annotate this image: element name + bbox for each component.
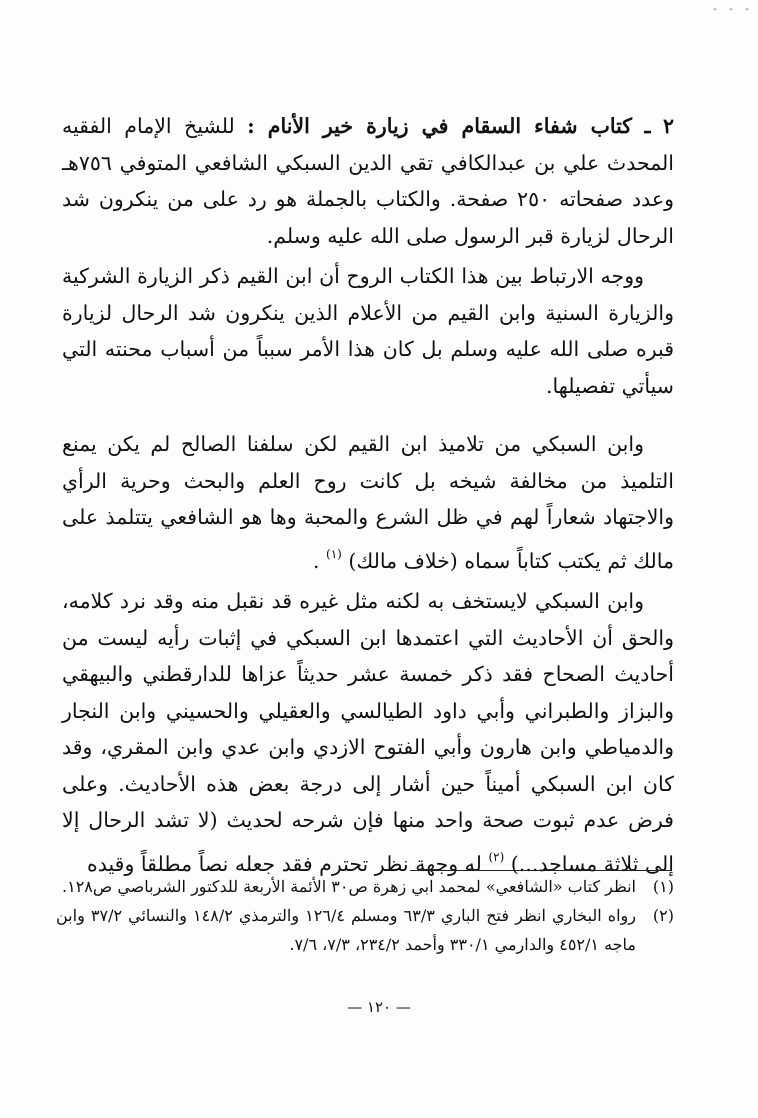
footnotes xyxy=(56,872,674,959)
footnote-number: (١) xyxy=(652,877,674,896)
paragraph-text: للشيخ الإمام الفقيه المحدث علي بن عبدالكافي تقي الدين السبكي الشافعي المتوفي ٧٥٦هـ وعدد صفحاته ٢٥٠ صفحة. والكتاب بالجملة هو رد على من ينكرون شد الرحال لزيارة قبر الرسول صلى الله عليه وسلم. xyxy=(62,114,674,248)
paragraph-book-entry xyxy=(62,108,674,254)
footnote-text: رواه البخاري انظر فتح الباري ٦٣/٣ ومسلم ١٢٦/٤ والترمذي ١٤٨/٢ والنسائي ٣٧/٢ وابن ماجه ٤٥٢/١ والدارمي ٣٣٠/١ وأحمد ٢٣٤/٢، ٧/٣، ٧/٦. xyxy=(56,906,637,954)
footnote-item xyxy=(56,872,674,901)
paragraph-student xyxy=(62,426,674,579)
book-title: كتاب شفاء السقام في زيارة خير الأنام : xyxy=(247,114,633,138)
footnote-reference: (١) xyxy=(326,546,342,561)
footnote-divider xyxy=(410,870,672,871)
footnote-reference: (٢) xyxy=(488,849,505,864)
paragraph-text: ووجه الارتباط بين هذا الكتاب الروح أن ابن القيم ذكر الزيارة الشركية والزيارة السنية وابن القيم من الأعلام الذين ينكرون شد الرحال لزيارة قبره صلى الله عليه وسلم بل كان هذا الأمر سبباً من أسباب محنته التي سيأتي تفصيلها. xyxy=(62,264,674,398)
page-number: — ١٢٠ — xyxy=(347,998,411,1016)
paragraph-text: وابن السبكي من تلاميذ ابن القيم لكن سلفنا الصالح لم يكن يمنع التلميذ من مخالفة شيخه بل كانت روح العلم والبحث وحرية الرأي والاجتهاد شعاراً لهم في ظل الشرع والمحبة وها هو الشافعي يتتلمذ على مالك ثم يكتب كتاباً سماه (خلاف مالك) xyxy=(62,432,674,573)
entry-number: ٢ xyxy=(662,114,674,138)
paragraph-hadith xyxy=(62,583,674,882)
footnote-text: انظر كتاب «الشافعي» لمحمد ابي زهرة ص٣٠ الأئمة الأربعة للدكتور الشرباصي ص١٢٨. xyxy=(62,877,636,896)
footnote-item xyxy=(56,901,674,959)
paragraph-text: وابن السبكي لايستخف به لكنه مثل غيره قد نقبل منه وقد نرد كلامه، والحق أن الأحاديث التي اعتمدها ابن السبكي في إثبات رأيه ليست من أحاديث الصحاح فقد ذكر خمسة عشر حديثاً عزاها للدارقطني والبيهقي والبزاز والطبراني وأبي داود الطيالسي والعقيلي والحسيني وابن النجار والدمياطي وابن هارون وأبي الفتوح الازدي وابن عدي وابن المقري، وقد كان ابن السبكي أميناً حين أشار إلى درجة بعض هذه الأحاديث. وعلى فرض عدم ثبوت صحة واحد منها فإن شرحه لحديث (لا تشد الرحال إلا إلى ثلاثة مساجد...) xyxy=(62,589,674,876)
corner-marks: - - - xyxy=(711,4,752,15)
paragraph-tail: . xyxy=(312,548,320,573)
footnote-number: (٢) xyxy=(652,906,674,925)
paragraph-tail: له وجهة نظر تحترم فقد جعله نصاً مطلقاً وقيده xyxy=(86,851,482,876)
body-text xyxy=(62,108,674,904)
entry-dash: ـ xyxy=(644,114,651,138)
paragraph-connection xyxy=(62,258,674,404)
